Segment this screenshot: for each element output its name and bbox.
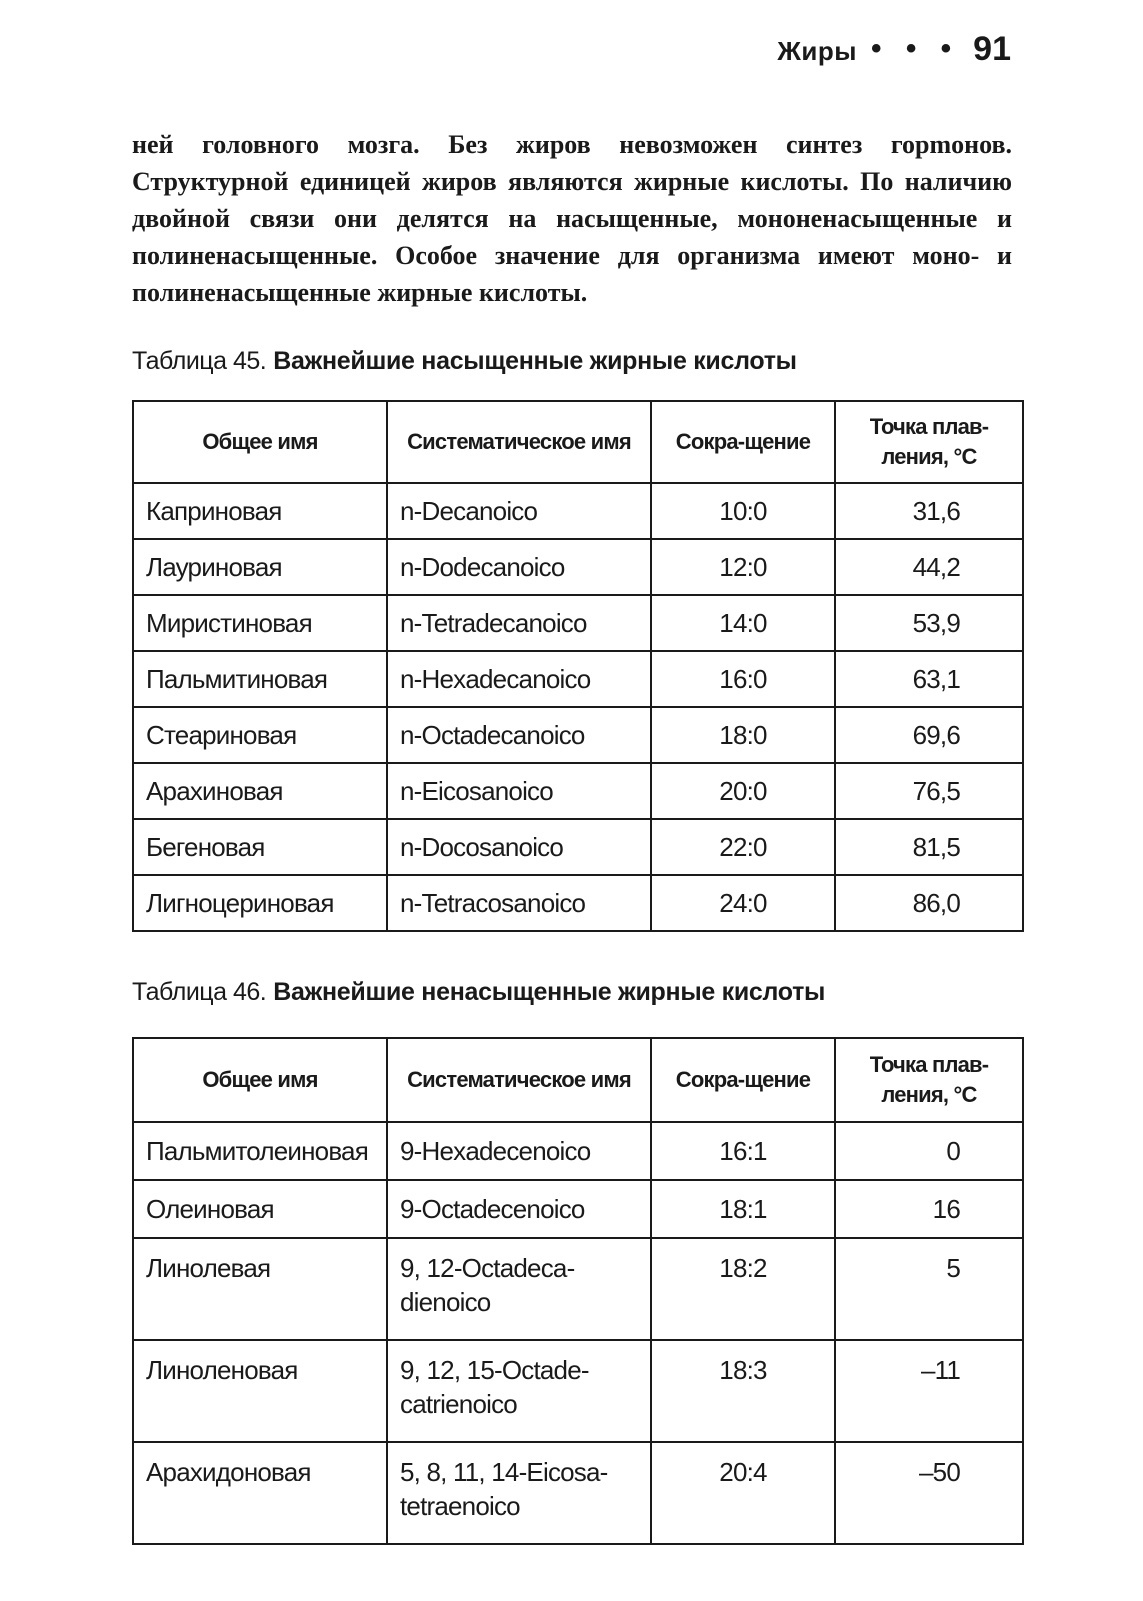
saturated-fatty-acids-table <box>132 400 1024 932</box>
header-systematic-name: Систематическое имя <box>387 1038 651 1122</box>
header-systematic-name: Систематическое имя <box>387 401 651 483</box>
abbreviation: 20:0 <box>651 763 835 819</box>
table-46-label: Таблица 46. <box>132 978 267 1006</box>
abbreviation: 18:0 <box>651 707 835 763</box>
header-common-name: Общее имя <box>133 1038 387 1122</box>
header-common-name: Общее имя <box>133 401 387 483</box>
melting-point: 63,1 <box>835 651 1023 707</box>
melting-point: 76,5 <box>835 763 1023 819</box>
table-row <box>133 595 1023 651</box>
header-melting-point: Точка плав-ления, °С <box>835 401 1023 483</box>
systematic-name: n-Octadecanoico <box>387 707 651 763</box>
abbreviation: 12:0 <box>651 539 835 595</box>
table-46-title: Важнейшие ненасыщенные жирные кислоты <box>273 978 826 1006</box>
common-name: Арахидоновая <box>133 1442 387 1544</box>
table-row <box>133 539 1023 595</box>
abbreviation: 18:2 <box>651 1238 835 1340</box>
common-name: Каприновая <box>133 483 387 539</box>
common-name: Пальмитолеиновая <box>133 1122 387 1180</box>
table-row <box>133 1122 1023 1180</box>
table-45-label: Таблица 45. <box>132 347 267 375</box>
systematic-name: n-Dodecanoico <box>387 539 651 595</box>
running-title: Жиры <box>777 36 857 66</box>
melting-point: 5 <box>835 1238 1023 1340</box>
abbreviation: 16:1 <box>651 1122 835 1180</box>
table-45-caption <box>132 347 797 376</box>
systematic-name: n-Hexadecanoico <box>387 651 651 707</box>
abbreviation: 18:1 <box>651 1180 835 1238</box>
table-row <box>133 1180 1023 1238</box>
systematic-name: n-Decanoico <box>387 483 651 539</box>
abbreviation: 20:4 <box>651 1442 835 1544</box>
table-row <box>133 819 1023 875</box>
melting-point: 0 <box>835 1122 1023 1180</box>
melting-point: 44,2 <box>835 539 1023 595</box>
body-paragraph: ней головного мозга. Без жиров невозможен синтез горmонов. Структурной единицей жиров являются жирные кислоты. По наличию двойной связи они делятся на насыщенные, мононенасыщенные и полиненасыщенные. Особое значение для организма имеют моно- и полиненасыщенные жирные кислоты. <box>132 130 1012 307</box>
table-row <box>133 875 1023 931</box>
common-name: Стеариновая <box>133 707 387 763</box>
common-name: Миристиновая <box>133 595 387 651</box>
melting-point: 69,6 <box>835 707 1023 763</box>
abbreviation: 16:0 <box>651 651 835 707</box>
table-row <box>133 483 1023 539</box>
unsaturated-fatty-acids-table <box>132 1037 1024 1545</box>
systematic-name: n-Docosanoico <box>387 819 651 875</box>
systematic-name: 9, 12, 15-Octade-catrienoico <box>387 1340 651 1442</box>
systematic-name: 9, 12-Octadeca-dienoico <box>387 1238 651 1340</box>
melting-point: 86,0 <box>835 875 1023 931</box>
table-row <box>133 1238 1023 1340</box>
header-abbreviation: Сокра-щение <box>651 401 835 483</box>
melting-point: –50 <box>835 1442 1023 1544</box>
table-row <box>133 763 1023 819</box>
common-name: Лауриновая <box>133 539 387 595</box>
common-name: Пальмитиновая <box>133 651 387 707</box>
table-row <box>133 707 1023 763</box>
systematic-name: n-Eicosanoico <box>387 763 651 819</box>
table-row <box>133 1340 1023 1442</box>
table-46-caption <box>132 978 825 1007</box>
melting-point: 31,6 <box>835 483 1023 539</box>
running-head <box>777 30 1011 69</box>
abbreviation: 22:0 <box>651 819 835 875</box>
systematic-name: 9-Octadecenoico <box>387 1180 651 1238</box>
abbreviation: 18:3 <box>651 1340 835 1442</box>
melting-point: 53,9 <box>835 595 1023 651</box>
abbreviation: 10:0 <box>651 483 835 539</box>
table-row <box>133 1442 1023 1544</box>
table-row <box>133 651 1023 707</box>
systematic-name: n-Tetradecanoico <box>387 595 651 651</box>
common-name: Лигноцериновая <box>133 875 387 931</box>
melting-point: –11 <box>835 1340 1023 1442</box>
systematic-name: n-Tetracosanoico <box>387 875 651 931</box>
header-abbreviation: Сокра-щение <box>651 1038 835 1122</box>
common-name: Линоленовая <box>133 1340 387 1442</box>
common-name: Бегеновая <box>133 819 387 875</box>
page-number: 91 <box>973 30 1011 68</box>
abbreviation: 14:0 <box>651 595 835 651</box>
table-header-row <box>133 401 1023 483</box>
header-dots: • • • <box>870 32 960 65</box>
header-melting-point: Точка плав-ления, °С <box>835 1038 1023 1122</box>
melting-point: 16 <box>835 1180 1023 1238</box>
melting-point: 81,5 <box>835 819 1023 875</box>
common-name: Олеиновая <box>133 1180 387 1238</box>
table-header-row <box>133 1038 1023 1122</box>
table-45-title: Важнейшие насыщенные жирные кислоты <box>273 347 797 375</box>
common-name: Арахиновая <box>133 763 387 819</box>
systematic-name: 5, 8, 11, 14-Eicosa-tetraenoico <box>387 1442 651 1544</box>
abbreviation: 24:0 <box>651 875 835 931</box>
systematic-name: 9-Hexadecenoico <box>387 1122 651 1180</box>
common-name: Линолевая <box>133 1238 387 1340</box>
